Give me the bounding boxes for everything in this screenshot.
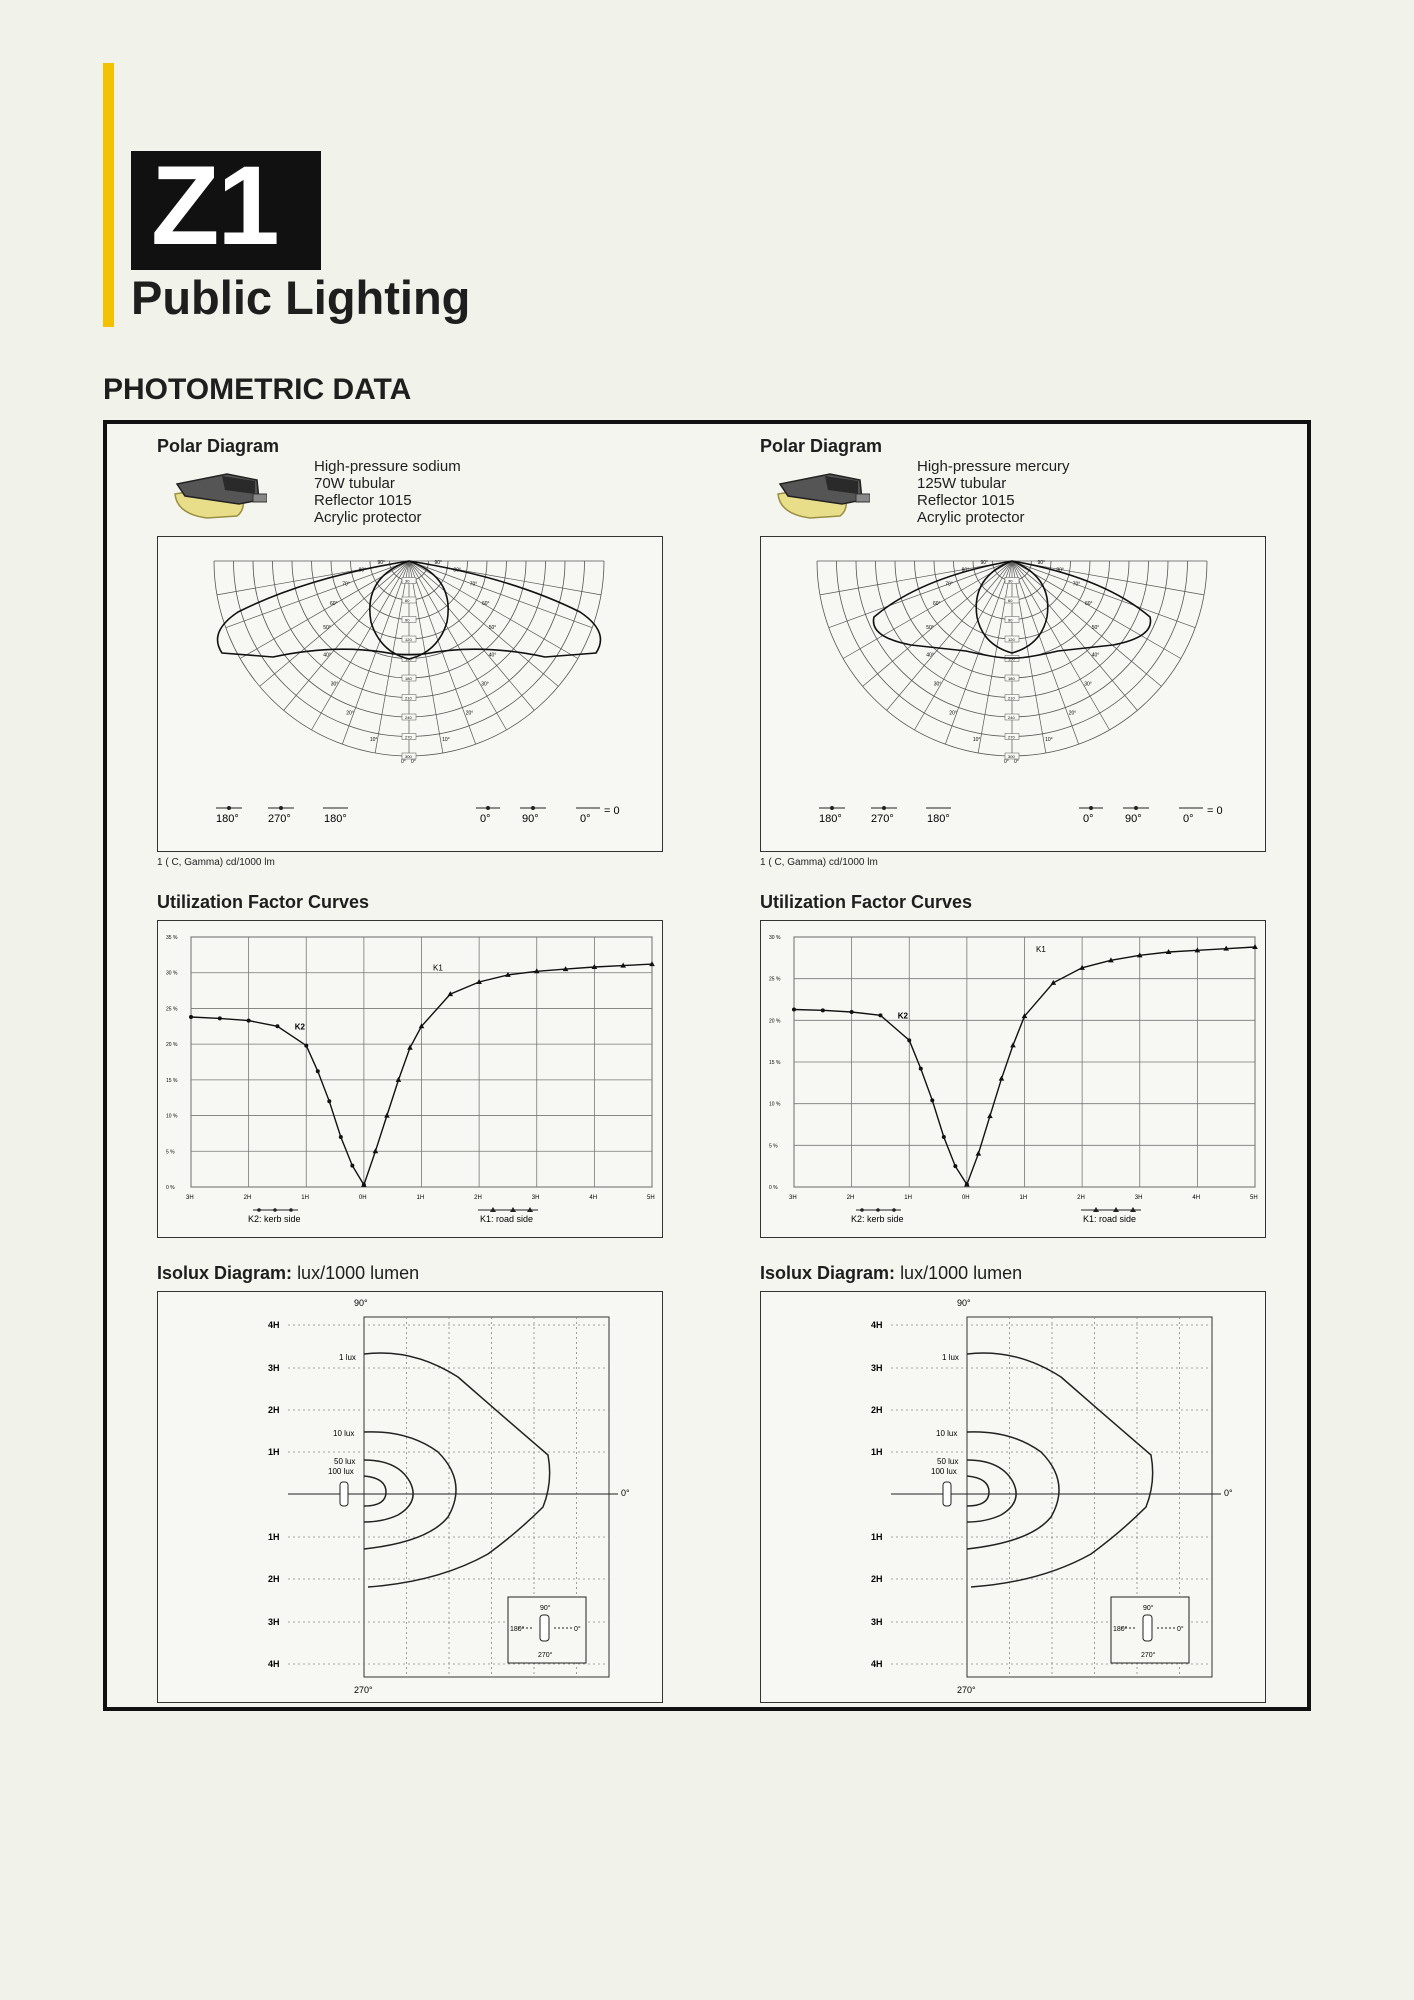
polar-radial-label: 60 — [405, 598, 410, 603]
legend-left-3: 180° — [927, 813, 950, 825]
isolux-contours — [967, 1353, 1153, 1587]
isolux-tick: 1H — [871, 1532, 883, 1542]
util-x-tick: 2H — [474, 1195, 482, 1201]
polar-radial-label: 30 — [405, 578, 410, 584]
isolux-tick: 2H — [268, 1574, 280, 1584]
util-x-tick: 3H — [531, 1195, 540, 1201]
polar-radial-label: 180 — [1008, 676, 1015, 681]
util-y-tick: 10 % — [769, 1101, 781, 1108]
contour-1-lux — [967, 1353, 1153, 1587]
polar-radial-label: 150 — [405, 656, 412, 662]
isolux-contours — [364, 1353, 550, 1587]
inset-270: 270° — [538, 1652, 553, 1659]
polar-grid — [214, 560, 604, 765]
legend-left-2: 270° — [871, 813, 894, 825]
polar-radial-label: 210 — [1008, 695, 1015, 701]
isolux-tick: 4H — [871, 1659, 883, 1669]
util-x-tick: 4H — [1192, 1195, 1201, 1201]
isolux-tick: 4H — [268, 1320, 280, 1330]
util-y-tick: 20 % — [769, 1018, 781, 1025]
polar-angle-right: 10° — [1045, 736, 1053, 743]
polar-legend — [216, 805, 620, 825]
isolux-right-label: 0° — [1224, 1488, 1233, 1498]
photometric-frame — [103, 420, 1311, 1711]
legend-k2: K2: kerb side — [248, 1214, 301, 1224]
util-title: Utilization Factor Curves — [760, 892, 973, 912]
polar-angle-left: 70° — [342, 581, 350, 588]
lamp-type: High-pressure sodium — [314, 458, 461, 475]
lamp-info — [917, 458, 1070, 526]
util-point-k2 — [350, 1164, 354, 1168]
isolux-tick: 1H — [268, 1447, 280, 1457]
polar-angle-left: 0° — [1004, 759, 1009, 765]
polar-spoke — [260, 561, 409, 686]
util-point-k2 — [878, 1013, 882, 1017]
polar-caption: 1 ( C, Gamma) cd/1000 lm — [760, 857, 878, 868]
legend-right-2: 90° — [1125, 813, 1142, 825]
util-point-k2 — [339, 1135, 343, 1139]
polar-radial-label: 120 — [405, 637, 412, 642]
util-x-tick: 5H — [647, 1195, 655, 1201]
isolux-tick: 4H — [268, 1659, 280, 1669]
polar-radial-label: 300 — [405, 754, 412, 759]
util-line-k2 — [191, 1017, 364, 1185]
util-x-tick: 2H — [243, 1195, 252, 1201]
util-legend — [248, 1207, 538, 1224]
polar-angle-right: 90° — [434, 560, 443, 566]
util-y-tick: 5 % — [166, 1149, 175, 1156]
polar-angle-right: 10° — [442, 736, 450, 743]
polar-angle-left: 50° — [323, 625, 331, 632]
util-series — [792, 944, 1258, 1187]
column-mercury — [760, 424, 1280, 1707]
polar-svg — [761, 537, 1264, 850]
polar-angle-right: 70° — [1072, 581, 1081, 588]
isolux-contour-label: 50 lux — [334, 1457, 356, 1466]
polar-angle-left: 60° — [932, 601, 941, 607]
isolux-tick: 3H — [871, 1617, 883, 1627]
polar-radial-label: 300 — [1008, 754, 1015, 759]
isolux-tick: 1H — [268, 1532, 280, 1542]
util-y-tick: 30 % — [166, 970, 178, 977]
polar-radial-label: 30 — [1008, 578, 1013, 584]
isolux-tick: 3H — [268, 1617, 280, 1627]
isolux-svg — [761, 1292, 1264, 1701]
isolux-bottom-label: 270° — [957, 1685, 976, 1695]
contour-100-lux — [967, 1476, 989, 1506]
util-grid — [166, 935, 655, 1201]
util-y-tick: 0 % — [769, 1185, 778, 1191]
polar-angle-right: 80° — [1056, 567, 1064, 574]
accent-bar — [103, 63, 114, 327]
polar-angle-left: 80° — [961, 567, 970, 574]
util-x-tick: 3H — [789, 1195, 797, 1201]
util-x-tick: 5H — [1250, 1195, 1258, 1201]
legend-left-3: 180° — [324, 813, 347, 825]
util-label-k2: K2 — [897, 1011, 908, 1021]
orientation-inset — [508, 1597, 586, 1663]
polar-angle-right: 70° — [469, 581, 478, 588]
luminaire-symbol — [340, 1482, 348, 1506]
isolux-diagram — [760, 1291, 1266, 1703]
polar-angle-left: 0° — [401, 759, 406, 765]
util-y-tick: 25 % — [166, 1006, 178, 1013]
util-svg — [761, 921, 1264, 1236]
util-label-k1: K1 — [1036, 944, 1046, 954]
util-grid — [769, 935, 1258, 1201]
lamp-info — [314, 458, 461, 526]
util-point-k2 — [821, 1008, 825, 1012]
util-point-k1 — [999, 1076, 1005, 1081]
isolux-title: Isolux Diagram: lux/1000 lumen — [760, 1263, 1023, 1283]
util-point-k1 — [1010, 1042, 1016, 1047]
isolux-contour-label: 50 lux — [937, 1457, 959, 1466]
legend-right-1: 0° — [1083, 813, 1094, 825]
polar-angle-left: 40° — [323, 652, 331, 659]
util-point-k2 — [792, 1008, 796, 1012]
util-x-tick: 0H — [358, 1195, 367, 1201]
doc-title: Public Lighting — [131, 271, 471, 324]
isolux-top-label: 90° — [354, 1298, 368, 1308]
legend-eq: = 0 — [604, 805, 620, 817]
util-x-tick: 1H — [301, 1195, 309, 1201]
isolux-labels — [328, 1353, 356, 1476]
legend-left-1: 180° — [819, 813, 842, 825]
util-y-tick: 25 % — [769, 976, 781, 983]
polar-angle-left: 10° — [369, 736, 378, 743]
util-point-k1 — [987, 1113, 993, 1118]
polar-diagram — [157, 536, 663, 852]
isolux-contour-label: 10 lux — [333, 1429, 355, 1438]
polar-angle-left: 80° — [358, 567, 367, 574]
contour-10-lux — [967, 1432, 1059, 1549]
util-point-k2 — [942, 1135, 946, 1139]
legend-right-2: 90° — [522, 813, 539, 825]
lamp-reflector: Reflector 1015 — [314, 492, 412, 509]
isolux-title: Isolux Diagram: lux/1000 lumen — [157, 1263, 420, 1283]
polar-angle-right: 40° — [1091, 652, 1100, 659]
isolux-tick: 3H — [268, 1363, 280, 1373]
polar-angle-left: 90° — [377, 560, 386, 566]
contour-100-lux — [364, 1476, 386, 1506]
util-y-tick: 15 % — [166, 1077, 178, 1084]
util-y-tick: 10 % — [166, 1113, 178, 1120]
polar-angle-right: 20° — [1068, 710, 1077, 717]
polar-radial-label: 240 — [405, 715, 412, 720]
util-point-k2 — [247, 1019, 251, 1023]
logo-block — [131, 143, 321, 270]
polar-angle-right: 90° — [1037, 560, 1046, 566]
util-point-k2 — [850, 1010, 854, 1014]
utilization-chart — [760, 920, 1266, 1238]
util-label-k2: K2 — [294, 1022, 305, 1032]
legend-eq: = 0 — [1207, 805, 1223, 817]
util-line-k2 — [794, 1010, 967, 1185]
polar-radial-label: 150 — [1008, 656, 1015, 662]
contour-1-lux — [364, 1353, 550, 1587]
polar-angle-right: 0° — [411, 759, 416, 765]
polar-angle-right: 50° — [1091, 625, 1100, 632]
legend-left-2: 270° — [268, 813, 291, 825]
luminaire-image — [167, 464, 267, 522]
isolux-bottom-label: 270° — [354, 1685, 373, 1695]
lamp-power: 70W tubular — [314, 475, 395, 492]
polar-radial-label: 90 — [1008, 617, 1013, 623]
util-legend — [851, 1207, 1141, 1224]
util-point-k1 — [373, 1148, 379, 1153]
polar-grid — [817, 560, 1207, 765]
contour-50-lux — [967, 1460, 1016, 1522]
util-point-k2 — [316, 1069, 320, 1073]
polar-angle-right: 30° — [1084, 681, 1092, 688]
polar-angle-right: 20° — [465, 710, 474, 717]
util-point-k1 — [396, 1077, 402, 1082]
isolux-top-label: 90° — [957, 1298, 971, 1308]
util-point-k2 — [189, 1015, 193, 1019]
util-y-tick: 20 % — [166, 1042, 178, 1049]
lamp-power: 125W tubular — [917, 475, 1007, 492]
util-x-tick: 3H — [1134, 1195, 1143, 1201]
polar-title: Polar Diagram — [760, 436, 883, 456]
isolux-contour-label: 100 lux — [931, 1467, 957, 1476]
polar-angle-right: 60° — [1085, 601, 1093, 607]
polar-spoke — [409, 561, 558, 686]
isolux-tick: 2H — [871, 1405, 883, 1415]
lamp-protector: Acrylic protector — [917, 509, 1025, 526]
polar-angle-right: 40° — [488, 652, 497, 659]
section-title: PHOTOMETRIC DATA — [103, 373, 412, 406]
util-y-tick: 30 % — [769, 935, 781, 941]
polar-angle-right: 0° — [1014, 759, 1019, 765]
isolux-tick: 4H — [871, 1320, 883, 1330]
column-sodium — [157, 424, 677, 1707]
inset-90: 90° — [540, 1605, 551, 1612]
util-label-k1: K1 — [433, 963, 443, 973]
isolux-contour-label: 1 lux — [339, 1353, 356, 1362]
polar-angle-left: 50° — [926, 625, 934, 632]
polar-radial-label: 90 — [405, 617, 410, 623]
util-line-k1 — [364, 964, 652, 1185]
isolux-tick: 3H — [871, 1363, 883, 1373]
util-point-k1 — [384, 1113, 390, 1118]
polar-radial-label: 60 — [1008, 598, 1013, 603]
polar-spoke — [863, 561, 1012, 686]
util-x-tick: 4H — [589, 1195, 598, 1201]
util-y-tick: 35 % — [166, 935, 178, 941]
legend-right-1: 0° — [480, 813, 491, 825]
polar-diagram — [760, 536, 1266, 852]
legend-k2: K2: kerb side — [851, 1214, 904, 1224]
polar-radial-label: 120 — [1008, 637, 1015, 642]
luminaire-image — [770, 464, 870, 522]
util-y-tick: 15 % — [769, 1060, 781, 1066]
polar-angle-right: 50° — [488, 625, 497, 632]
isolux-contour-label: 100 lux — [328, 1467, 354, 1476]
util-point-k2 — [919, 1067, 923, 1071]
inset-180: 180° — [510, 1626, 525, 1633]
polar-angle-left: 40° — [926, 652, 934, 659]
inset-180: 180° — [1113, 1626, 1128, 1633]
util-line-k1 — [967, 944, 1255, 1185]
util-point-k2 — [218, 1016, 222, 1020]
utilization-chart — [157, 920, 663, 1238]
util-x-tick: 2H — [1077, 1195, 1085, 1201]
luminaire-symbol — [943, 1482, 951, 1506]
util-x-tick: 1H — [1019, 1195, 1028, 1201]
legend-k1: K1: road side — [1083, 1214, 1137, 1224]
lamp-type: High-pressure mercury — [917, 458, 1070, 475]
polar-angle-left: 60° — [329, 601, 338, 607]
polar-angle-left: 20° — [949, 710, 957, 717]
inset-90: 90° — [1143, 1605, 1154, 1612]
util-x-tick: 2H — [846, 1195, 855, 1201]
isolux-contour-label: 1 lux — [942, 1353, 959, 1362]
inset-0: 0° — [1177, 1626, 1184, 1633]
polar-radial-label: 270 — [1008, 734, 1015, 740]
legend-left-1: 180° — [216, 813, 239, 825]
legend-right-3: 0° — [580, 813, 591, 825]
contour-10-lux — [364, 1432, 456, 1549]
polar-radial-label: 180 — [405, 676, 412, 681]
polar-radial-label: 210 — [405, 695, 412, 701]
util-point-k1 — [976, 1151, 982, 1156]
util-x-tick: 3H — [186, 1195, 194, 1201]
lamp-protector: Acrylic protector — [314, 509, 422, 526]
util-point-k2 — [327, 1099, 331, 1103]
orientation-inset — [1111, 1597, 1189, 1663]
util-point-k2 — [275, 1024, 279, 1028]
util-x-tick: 1H — [904, 1195, 912, 1201]
polar-angle-right: 30° — [481, 681, 489, 688]
polar-angle-left: 20° — [346, 710, 354, 717]
polar-legend — [819, 805, 1223, 825]
polar-svg — [158, 537, 661, 850]
util-point-k2 — [907, 1038, 911, 1042]
isolux-tick: 2H — [268, 1405, 280, 1415]
polar-radial-label: 240 — [1008, 715, 1015, 720]
isolux-diagram — [157, 1291, 663, 1703]
util-point-k2 — [304, 1044, 308, 1048]
isolux-tick: 1H — [871, 1447, 883, 1457]
util-title: Utilization Factor Curves — [157, 892, 370, 912]
isolux-contour-label: 10 lux — [936, 1429, 958, 1438]
isolux-svg — [158, 1292, 661, 1701]
polar-angle-right: 60° — [482, 601, 490, 607]
isolux-right-label: 0° — [621, 1488, 630, 1498]
polar-spoke — [1012, 561, 1161, 686]
isolux-labels — [931, 1353, 959, 1476]
util-svg — [158, 921, 661, 1236]
util-point-k2 — [953, 1164, 957, 1168]
polar-angle-left: 90° — [980, 560, 989, 566]
inset-0: 0° — [574, 1626, 581, 1633]
polar-title: Polar Diagram — [157, 436, 280, 456]
contour-50-lux — [364, 1460, 413, 1522]
util-y-tick: 0 % — [166, 1185, 175, 1191]
legend-right-3: 0° — [1183, 813, 1194, 825]
logo-code: Z1 — [151, 143, 278, 268]
inset-270: 270° — [1141, 1652, 1156, 1659]
polar-angle-left: 30° — [933, 681, 942, 688]
isolux-tick: 2H — [871, 1574, 883, 1584]
polar-angle-left: 10° — [972, 736, 981, 743]
util-y-tick: 5 % — [769, 1143, 778, 1150]
lamp-reflector: Reflector 1015 — [917, 492, 1015, 509]
util-point-k2 — [930, 1098, 934, 1102]
polar-radial-label: 270 — [405, 734, 412, 740]
util-x-tick: 1H — [416, 1195, 425, 1201]
polar-caption: 1 ( C, Gamma) cd/1000 lm — [157, 857, 275, 868]
polar-angle-left: 70° — [945, 581, 953, 588]
polar-angle-left: 30° — [330, 681, 339, 688]
legend-k1: K1: road side — [480, 1214, 534, 1224]
util-x-tick: 0H — [961, 1195, 970, 1201]
polar-angle-right: 80° — [453, 567, 461, 574]
